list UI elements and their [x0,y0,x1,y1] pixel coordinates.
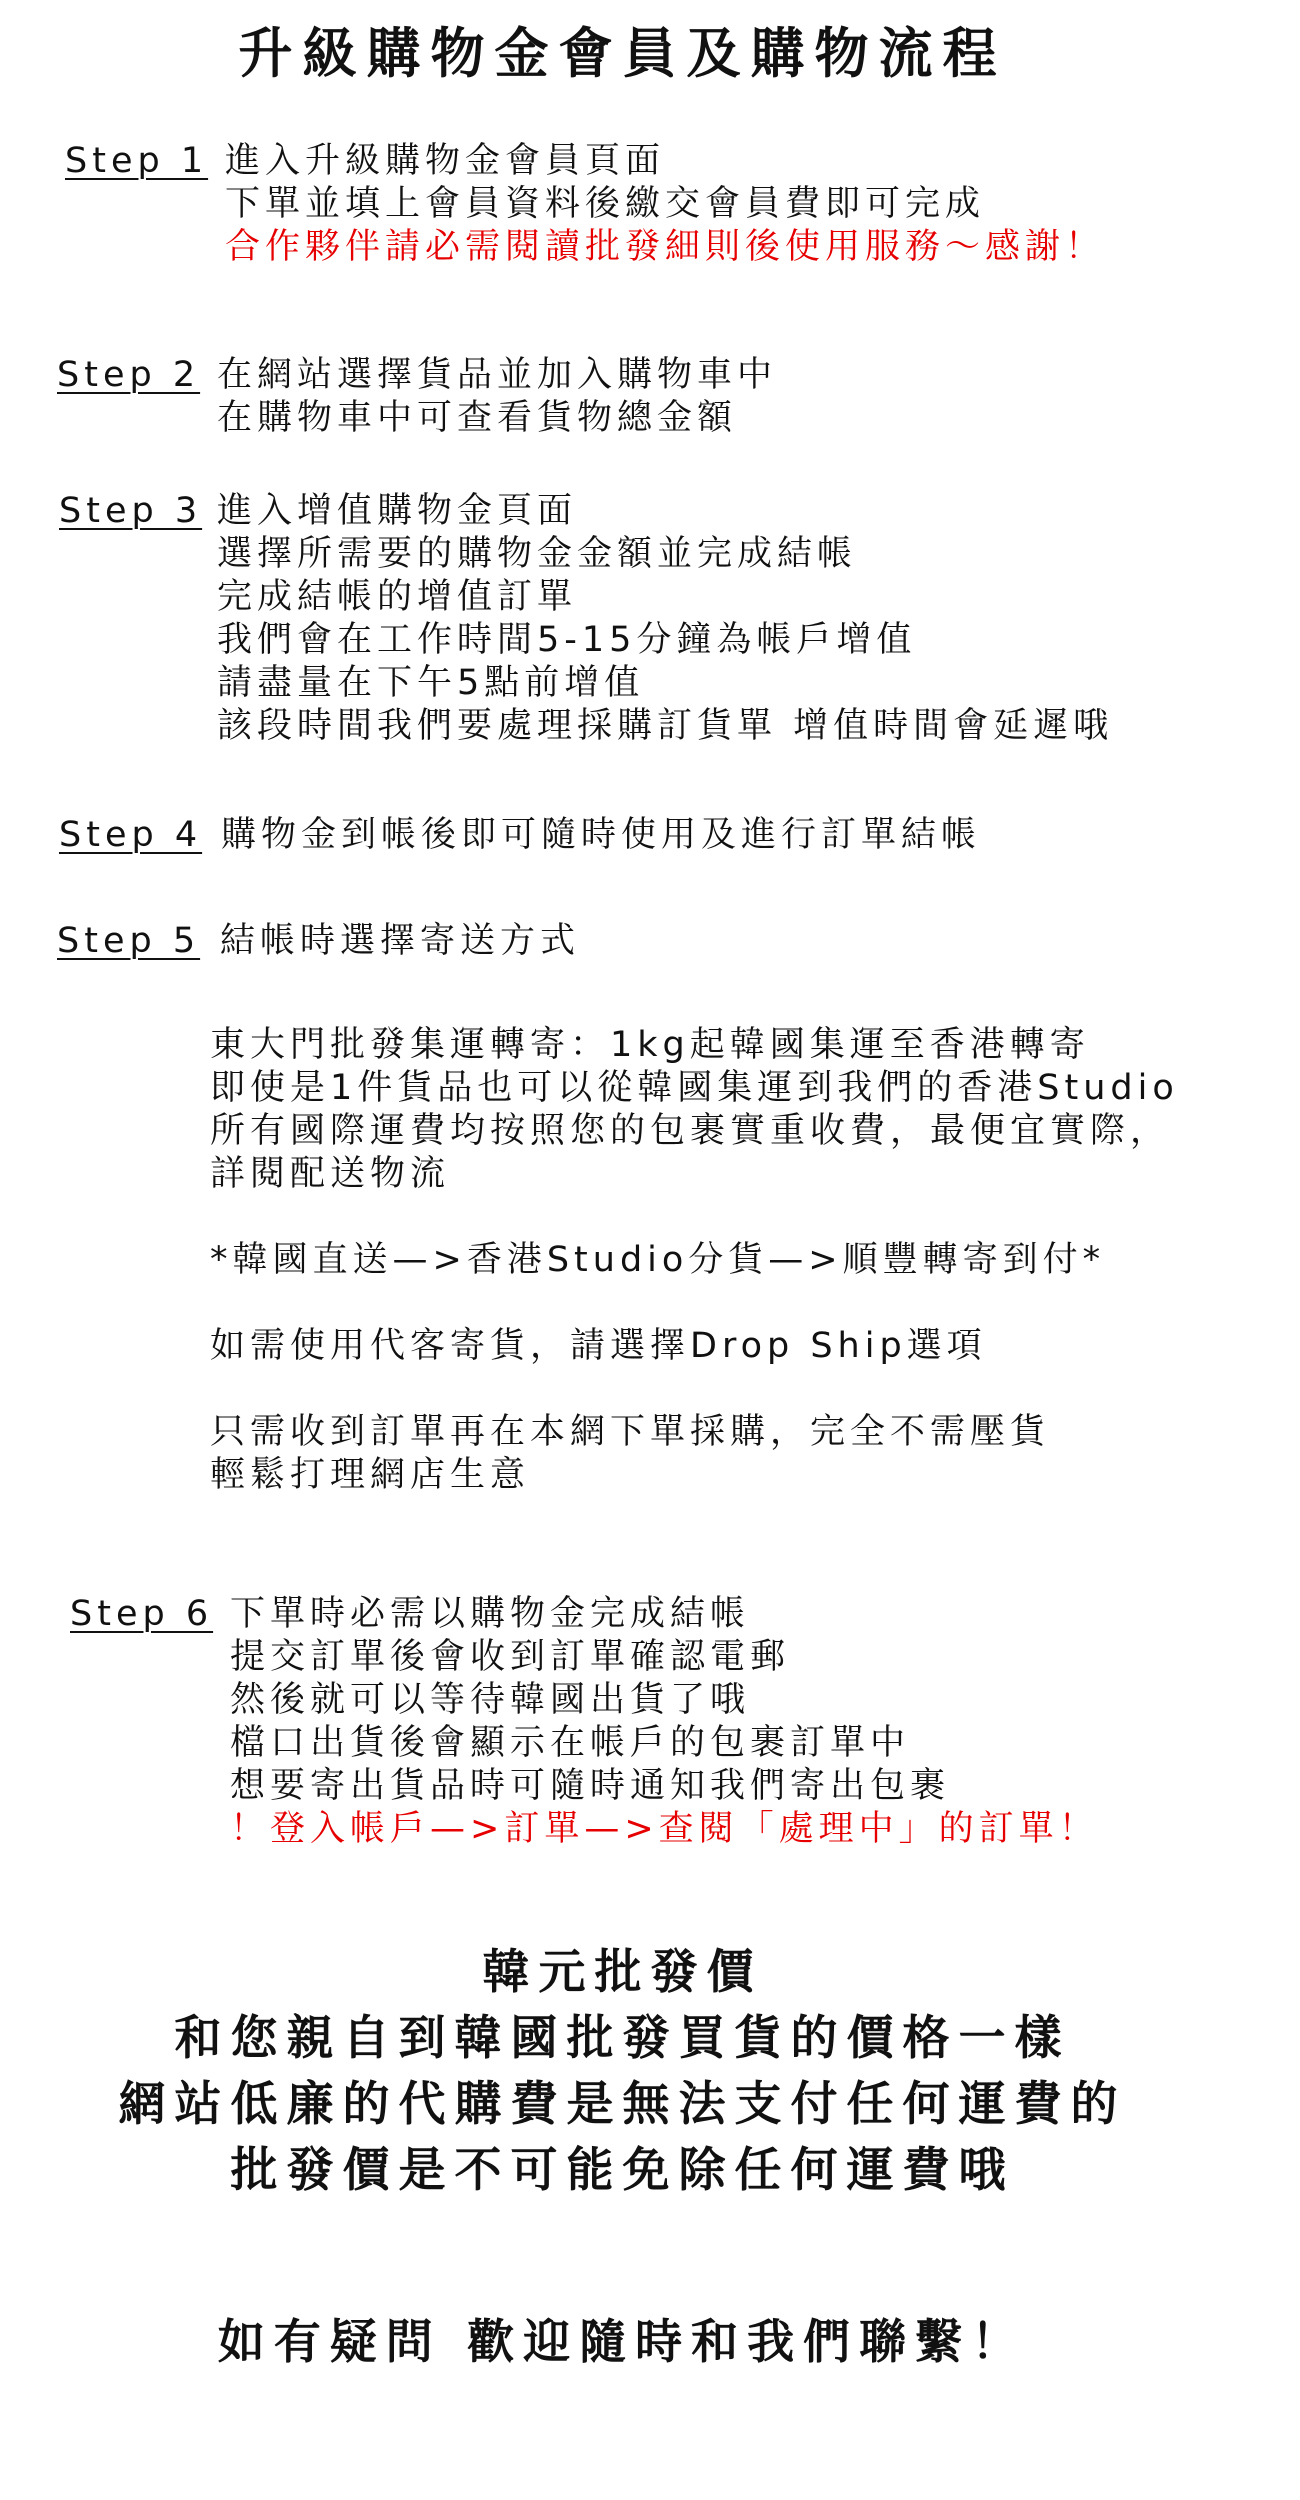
closing-line-1: 韓元批發價 [482,1945,763,2000]
wholesale-price-note [0,1940,1245,2204]
step-5 [57,920,1257,970]
step-2-label: Step 2 [57,355,201,395]
dropship-line-1: 只需收到訂單再在本網下單採購，完全不需壓貨 [210,1412,1051,1452]
step-3-line-3: 完成結帳的增值訂單 [217,577,578,617]
step-6-line-4: 檔口出貨後會顯示在帳戶的包裹訂單中 [230,1723,911,1763]
closing-line-4: 批發價是不可能免除任何運費哦 [230,2143,1015,2198]
step-6-line-1: 下單時必需以購物金完成結帳 [230,1594,751,1634]
step-3-line-1: 進入增值購物金頁面 [217,491,578,531]
step-6-line-5: 想要寄出貨品時可隨時通知我們寄出包裹 [230,1766,951,1806]
shipping-details [210,1024,1179,1497]
dropship-note: 如需使用代客寄貨，請選擇Drop Ship選項 [210,1326,987,1366]
spacer [210,1196,1179,1239]
step-6-notice: ！登入帳戶—>訂單—>查閱「處理中」的訂單！ [230,1809,1099,1849]
step-4-content [221,814,981,857]
shipping-line-2: 即使是1件貨品也可以從韓國集運到我們的香港Studio [210,1068,1179,1108]
step-3-line-2: 選擇所需要的購物金金額並完成結帳 [217,534,858,574]
closing-line-3: 網站低廉的代購費是無法支付任何運費的 [118,2077,1127,2132]
step-1-line-2: 下單並填上會員資料後繳交會員費即可完成 [225,184,986,224]
step-2-line-1: 在網站選擇貨品並加入購物車中 [217,355,778,395]
step-5-label: Step 5 [57,921,201,961]
step-3-line-5: 請盡量在下午5點前增值 [217,663,645,703]
spacer [210,1282,1179,1325]
step-2-line-2: 在購物車中可查看貨物總金額 [217,398,738,438]
step-6-content [230,1593,1099,1851]
step-3-line-6: 該段時間我們要處理採購訂貨單 增值時間會延遲哦 [217,706,1114,746]
step-2-content [217,354,777,440]
step-6 [70,1593,1270,1863]
step-5-content [220,920,580,963]
step-6-label: Step 6 [70,1594,214,1634]
step-1-line-1: 進入升級購物金會員頁面 [225,141,666,181]
step-4-label: Step 4 [59,815,203,855]
step-1-notice: 合作夥伴請必需閱讀批發細則後使用服務～感謝！ [225,227,1106,267]
closing-line-2: 和您親自到韓國批發買貨的價格一樣 [174,2011,1071,2066]
spacer [210,1368,1179,1411]
step-3-line-4: 我們會在工作時間5-15分鐘為帳戶增值 [217,620,917,660]
step-4 [59,814,1259,864]
step-4-line-1: 購物金到帳後即可隨時使用及進行訂單結帳 [221,815,982,855]
shipping-line-4: 詳閱配送物流 [210,1154,451,1194]
step-3-label: Step 3 [59,491,203,531]
page-title: 升級購物金會員及購物流程 [238,22,1007,85]
dropship-line-2: 輕鬆打理網店生意 [210,1455,531,1495]
step-3-content [217,490,1113,748]
step-3 [59,490,1259,760]
step-6-line-3: 然後就可以等待韓國出貨了哦 [230,1680,751,1720]
step-2 [57,354,1257,444]
step-1-content [225,140,1105,269]
shipping-route: *韓國直送—>香港Studio分貨—>順豐轉寄到付* [210,1240,1106,1280]
step-5-line-1: 結帳時選擇寄送方式 [220,921,581,961]
step-1 [65,140,1265,280]
step-6-line-2: 提交訂單後會收到訂單確認電郵 [230,1637,791,1677]
shipping-line-1: 東大門批發集運轉寄：1kg起韓國集運至香港轉寄 [210,1025,1090,1065]
step-1-label: Step 1 [65,141,209,181]
shipping-line-3: 所有國際運費均按照您的包裹實重收費，最便宜實際， [210,1111,1171,1151]
contact-note: 如有疑問 歡迎隨時和我們聯繫！ [217,2315,1028,2370]
